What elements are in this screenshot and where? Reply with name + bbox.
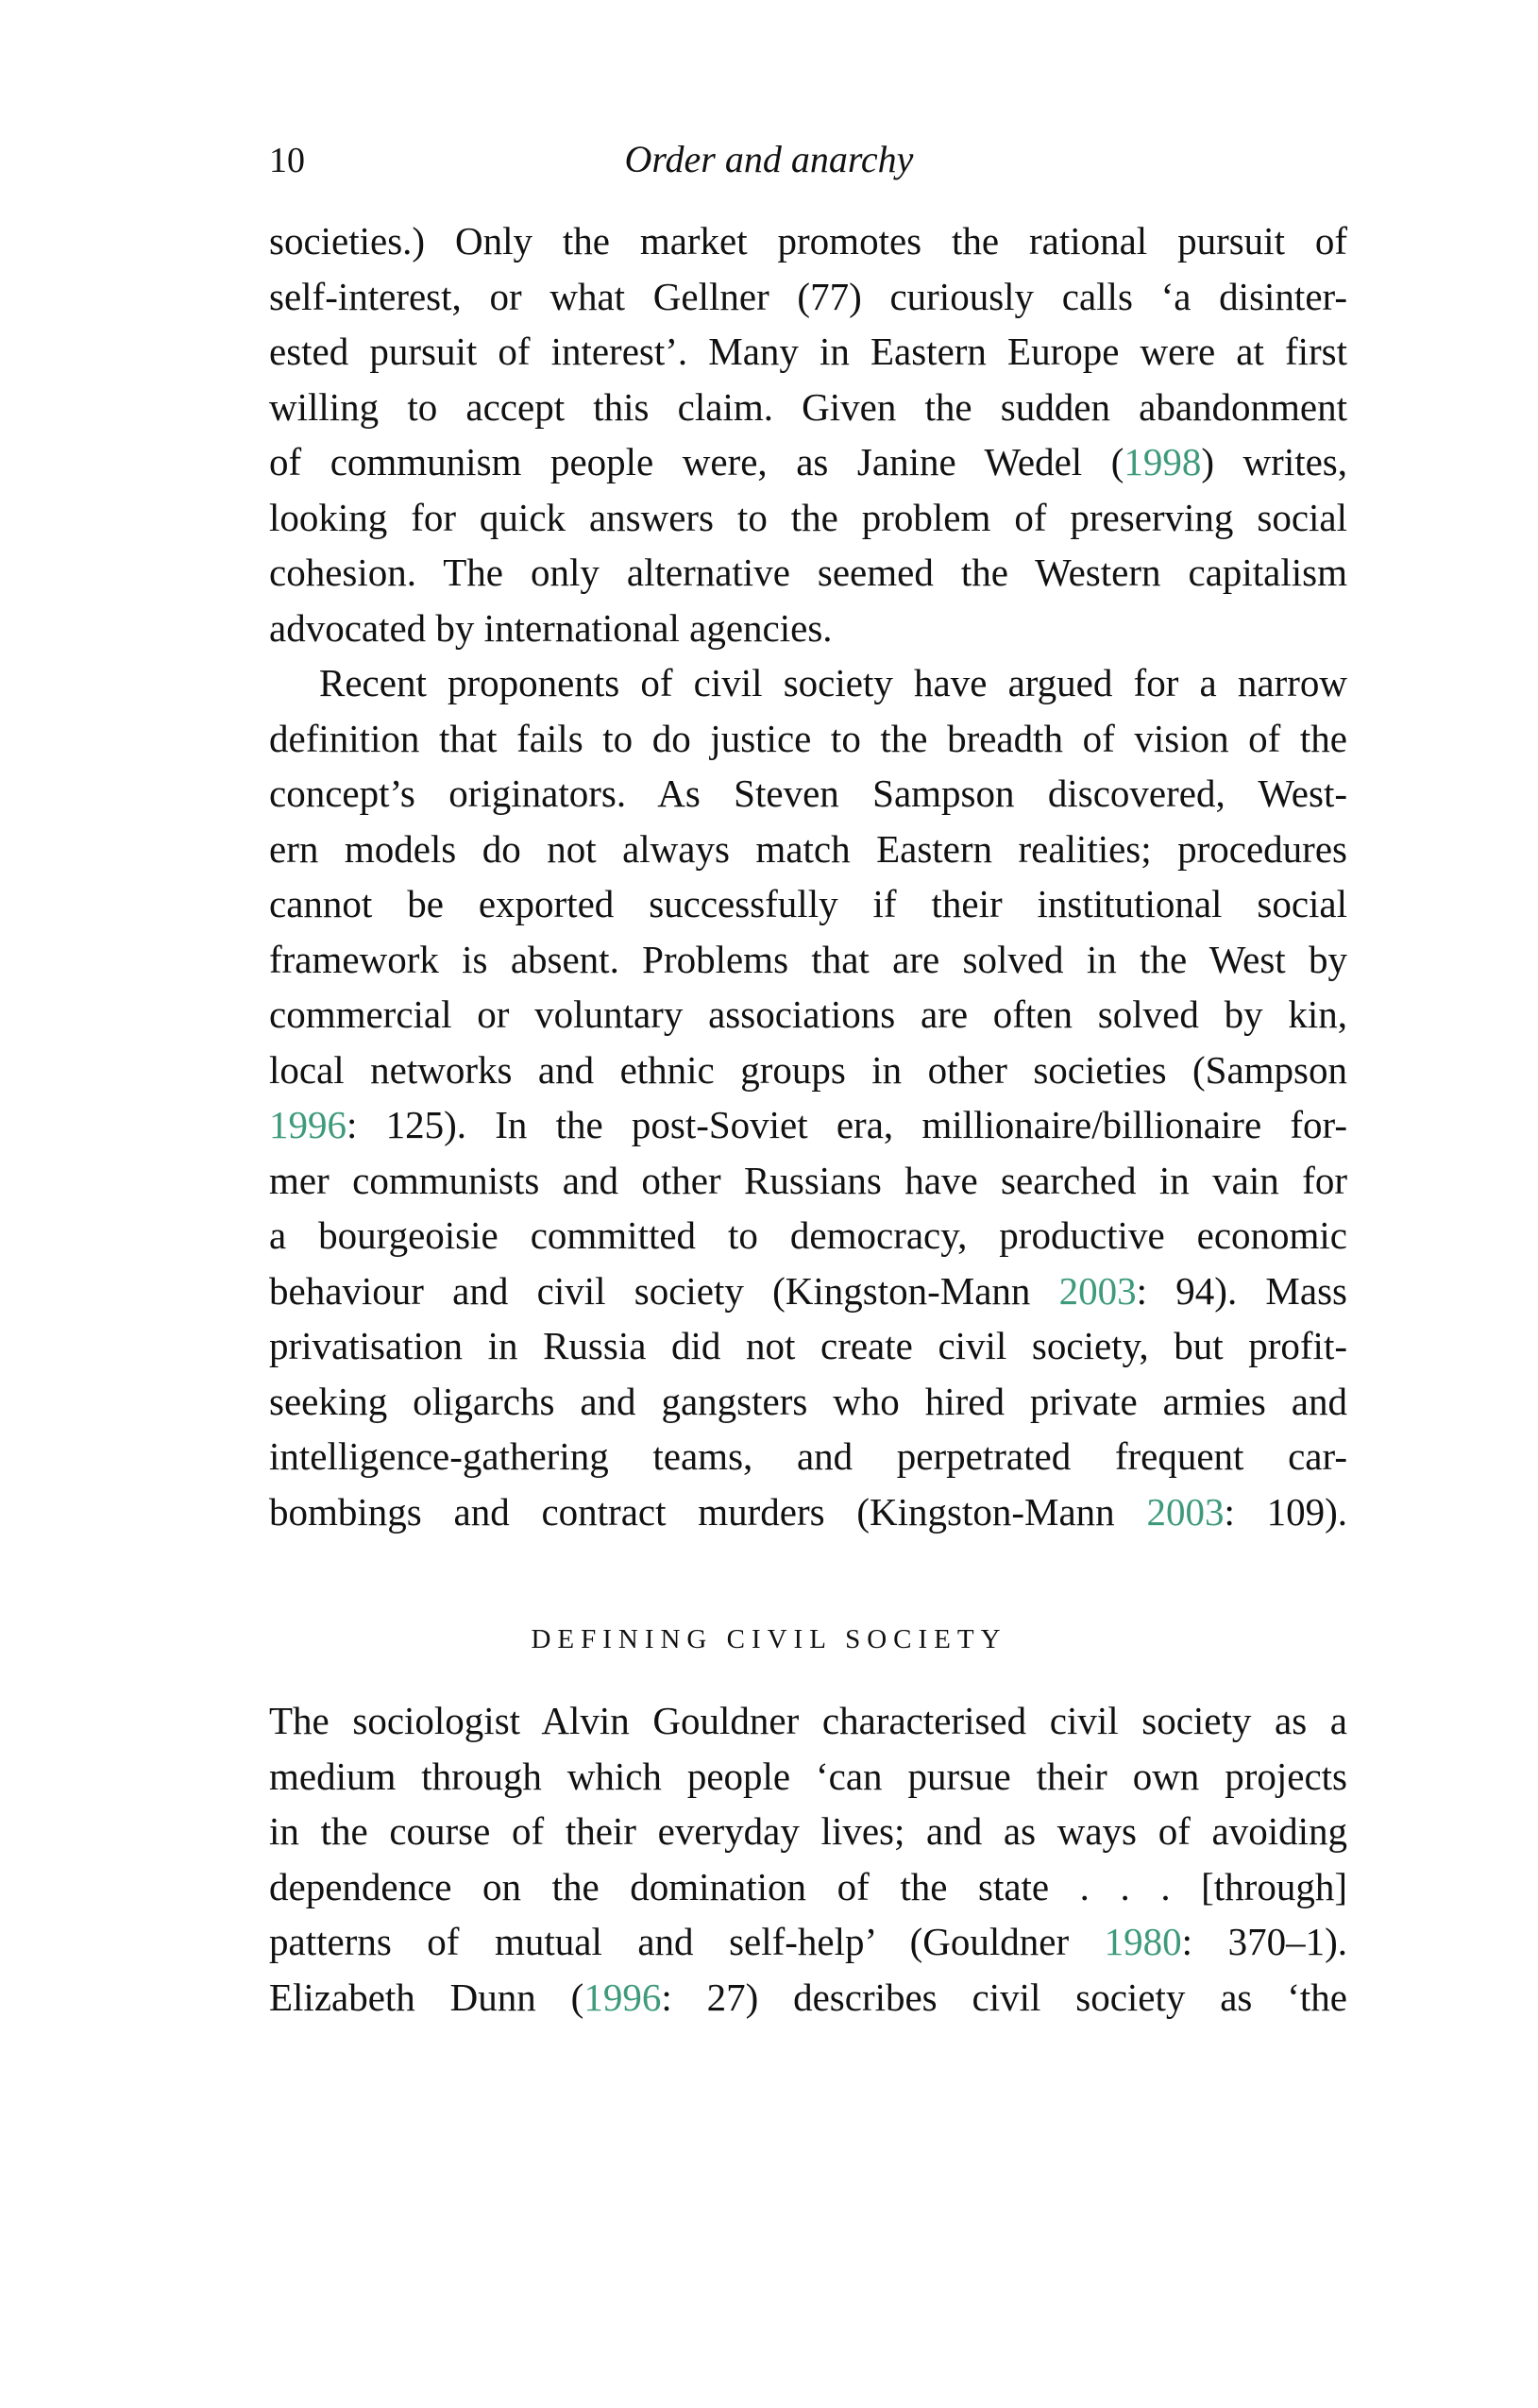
text-line: cannot be exported successfully if their institutional social [269,882,1347,925]
text-line: ern models do not always match Eastern realities; procedures [269,826,1347,871]
text-line: privatisation in Russia did not create civil society, but profit- [269,1324,1347,1367]
text-line: of communism people were, as Janine Wedel (1998) writes, [269,440,1347,483]
text-line: mer communists and other Russians have searched in vain for [269,1158,1347,1202]
citation-link[interactable]: 1996 [269,1103,346,1146]
text-line: definition that fails to do justice to the breadth of vision of the [269,716,1347,760]
text-line: framework is absent. Problems that are solved in the West by [269,937,1347,981]
section-1-text [269,213,1347,1539]
running-title: Order and anarchy [624,138,914,180]
text-line: commercial or voluntary associations are often solved by kin, [269,992,1347,1036]
page-number: 10 [269,141,305,180]
text-line: medium through which people ‘can pursue their own projects [269,1754,1347,1798]
text-line: behaviour and civil society (Kingston-Mann 2003: 94). Mass [269,1268,1347,1313]
text-line: self-interest, or what Gellner (77) curiously calls ‘a disinter- [269,274,1347,318]
text-line: Elizabeth Dunn (1996: 27) describes civil society as ‘the [269,1975,1347,2019]
citation-link[interactable]: 2003 [1058,1268,1137,1313]
section-heading: DEFINING CIVIL SOCIETY [531,1624,1007,1654]
text-line: a bourgeoisie committed to democracy, productive economic [269,1213,1347,1257]
text-line: bombings and contract murders (Kingston-Mann 2003: 109). [269,1489,1347,1534]
text-line: intelligence-gathering teams, and perpetrated frequent car- [269,1434,1347,1478]
text-line: Recent proponents of civil society have argued for a narrow [319,661,1347,704]
citation-link[interactable]: 1996 [583,1975,662,2019]
text-line: cohesion. The only alternative seemed the Western capitalism [269,551,1347,594]
text-line: The sociologist Alvin Gouldner characterised civil society as a [269,1699,1347,1742]
text-line: concept’s originators. As Steven Sampson discovered, West- [269,772,1347,815]
text-line: 1996: 125). In the post-Soviet era, millionaire/billionaire for- [269,1103,1347,1146]
text-line: dependence on the domination of the state . . . [through] [269,1864,1347,1908]
text-line: advocated by international agencies. [269,605,833,650]
text-line: seeking oligarchs and gangsters who hired private armies and [269,1379,1347,1423]
section-2-text [269,1693,1347,2025]
citation-link[interactable]: 1980 [1104,1920,1182,1963]
text-line: looking for quick answers to the problem of preserving social [269,495,1347,539]
text-line: societies.) Only the market promotes the rational pursuit of [269,219,1347,263]
citation-link[interactable]: 2003 [1146,1489,1225,1534]
text-line: ested pursuit of interest’. Many in Eastern Europe were at first [269,330,1347,373]
citation-link[interactable]: 1998 [1124,440,1202,483]
text-line: patterns of mutual and self-help’ (Gouldner 1980: 370–1). [269,1920,1347,1963]
text-line: local networks and ethnic groups in other societies (Sampson [269,1047,1347,1092]
text-line: in the course of their everyday lives; and as ways of avoiding [269,1809,1347,1853]
text-line: willing to accept this claim. Given the sudden abandonment [269,384,1347,429]
